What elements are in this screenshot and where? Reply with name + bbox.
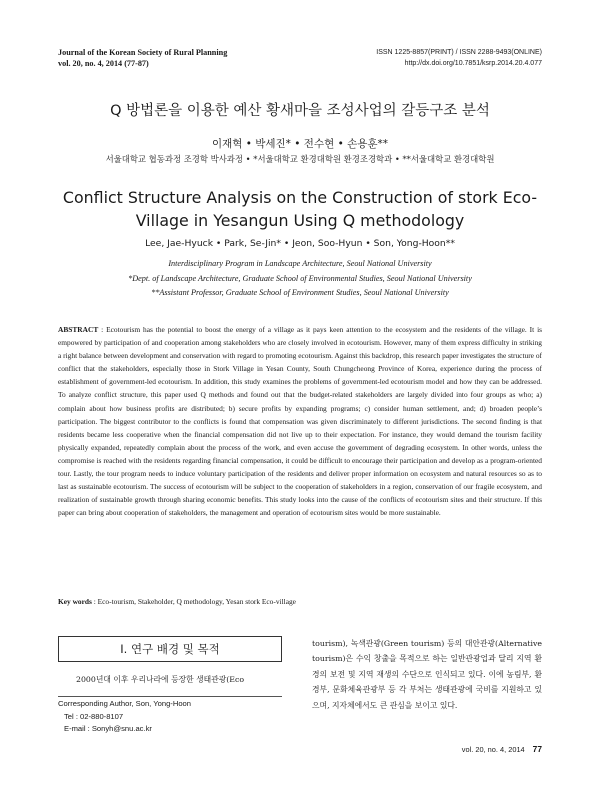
abstract-text: Ecotourism has the potential to boost the energy of a village as it pays keen attention to the ecosystem and the residents of the village. It is empowered by participation of and cooperation among stakeholders who are closely involved in ecotourism. However, many of them express difficulty in striking a right balance between development and conservation with regard to promoting ecotourism. Against this backdrop, this research paper investigates the structure of conflict that the stakeholders, especially those in Stork Village in Yesan County, South Chungcheong Province of Korea, experience during the process of establishment of government-led ecotourism. In addition, this study examines the problems of government-led ecotourism model and how they can be addressed. To analyze conflict structure, this paper used Q methods and found out that the budget-related stakeholders are largely divided into four groups as who; a) complain about how business profits are distributed; b) secure profits by expanding programs; c) consider human settlement, and; d) broaden people’s participation. The biggest contributor to the conflicts is found that compensation was given discriminately to different jurisdictions. The second finding is that residents became less cooperative when the financial compensation did not live up to their expectation. For instance, they would demand the tourism facility physically expanded, repeatedly complain about the process of the work, and even accuse the government of degrading ecosystem. In other words, unless the compromise is reached with the residents regarding financial compensation, it could be difficult to encourage their participation and develop as a program-oriented tour. Lastly, the tour program needs to induce voluntary participation of the residents and deliver proper information on ecosystem and natural resources so as to last as sustainable ecotourism. The success of ecotourism will be subject to the cooperation of stakeholders in a region, conservation of our fragile ecosystem, and realization of sustainable growth through sharing economic benefits. This study looks into the cause of the conflicts of ecotourism sites and their structure. If this paper can bring about cooperation of stakeholders, the management and operation of ecotourism sites would be more sustainable. (58, 325, 542, 518)
keywords-label: Key words (58, 597, 92, 606)
page-number: 77 (532, 744, 542, 754)
affiliation-2: *Dept. of Landscape Architecture, Graduate School of Environmental Studies, Seoul National University (128, 273, 472, 283)
footer-issue: vol. 20, no. 4, 2014 (461, 745, 525, 754)
affiliations-korean: 서울대학교 협동과정 조경학 박사과정 • *서울대학교 환경대학원 환경조경학과 • **서울대학교 환경대학원 (105, 154, 495, 164)
volume-info: vol. 20, no. 4, 2014 (77-87) (58, 59, 149, 68)
corresponding-author-name: Corresponding Author, Son, Yong-Hoon (58, 699, 191, 708)
title-english: Conflict Structure Analysis on the Construction of stork Eco-Village in Yesangun Using Q methodology (62, 188, 538, 230)
title-korean: Q 방법론을 이용한 예산 황새마을 조성사업의 갈등구조 분석 (110, 103, 490, 119)
authors-english: Lee, Jae-Hyuck • Park, Se-Jin* • Jeon, Soo-Hyun • Son, Yong-Hoon** (145, 238, 455, 249)
issn-header (376, 47, 542, 69)
keywords: Key words : Eco-tourism, Stakeholder, Q methodology, Yesan stork Eco-village (58, 597, 296, 606)
authors-korean: 이재혁 • 박세진* • 전수현 • 손용훈** (211, 138, 389, 150)
body-text-right: tourism), 녹색관광(Green tourism) 등의 대안관광(Alternative tourism)은 수익 창출을 목적으로 하는 일반관광업과 달리 지역 환경의 보전 및 지역 재생의 수단으로 인식되고 있다. 이에 농림부, 환경부, 문화체육관광부 등 각 부처는 생태관광에 국비를 지원하고 있으며, 지자체에서도 큰 관심을 보이고 있다. (312, 639, 542, 710)
abstract: ABSTRACT : Ecotourism has the potential to boost the energy of a village as it pays keen attention to the ecosystem and the residents of the village. It is empowered by participation of and cooperation among stakeholders who are closely involved in ecotourism. However, many of them express difficulty in striking a right balance between development and conservation with regard to promoting ecotourism. Against this backdrop, this research paper investigates the structure of conflict that the stakeholders, especially those in Stork Village in Yesan County, South Chungcheong Province of Korea, experience during the process of establishment of government-led ecotourism. In addition, this study examines the problems of government-led ecotourism model and how they can be addressed. To analyze conflict structure, this paper used Q methods and found out that the budget-related stakeholders are largely divided into four groups as who; a) complain about how business profits are distributed; b) secure profits by expanding programs; c) consider human settlement, and; d) broaden people’s participation. The biggest contributor to the conflicts is found that compensation was given discriminately to different jurisdictions. The second finding is that residents became less cooperative when the financial compensation did not live up to their expectation. For instance, they would demand the tourism facility physically expanded, repeatedly complain about the process of the work, and even accuse the government of degrading ecosystem. In other words, unless the compromise is reached with the residents regarding financial compensation, it could be difficult to encourage their participation and develop as a program-oriented tour. Lastly, the tour program needs to induce voluntary participation of the residents and deliver proper information on ecosystem and natural resources so as to last as sustainable ecotourism. The success of ecotourism will be subject to the cooperation of stakeholders in a region, conservation of our fragile ecosystem, and realization of sustainable growth through sharing economic benefits. This study looks into the cause of the conflicts of ecotourism sites and their structure. If this paper can bring about cooperation of stakeholders, the management and operation of ecotourism sites would be more sustainable. (58, 325, 542, 518)
affiliation-1: Interdisciplinary Program in Landscape Architecture, Seoul National University (168, 259, 432, 268)
keywords-text: Eco-tourism, Stakeholder, Q methodology, Yesan stork Eco-village (97, 597, 296, 606)
issn: ISSN 1225-8857(PRINT) / ISSN 2288-9493(ONLINE) (376, 49, 542, 56)
abstract-label: ABSTRACT (58, 325, 99, 334)
section-heading: Ⅰ. 연구 배경 및 목적 (58, 636, 282, 662)
corresponding-tel: Tel : 02-880-8107 (64, 711, 124, 721)
journal-header (58, 47, 227, 69)
body-text-left: 2000년대 이후 우리나라에 등장한 생태관광(Eco (76, 675, 245, 684)
page-footer (462, 744, 542, 754)
affiliation-3: **Assistant Professor, Graduate School of Environment Studies, Seoul National University (151, 288, 449, 297)
corresponding-author (58, 698, 191, 736)
doi-link[interactable]: http://dx.doi.org/10.7851/ksrp.2014.20.4.077 (404, 60, 542, 67)
corresponding-email[interactable]: E-mail : Sonyh@snu.ac.kr (64, 724, 152, 733)
footnote-divider (58, 696, 282, 697)
affiliations-english (0, 257, 600, 301)
journal-name: Journal of the Korean Society of Rural Planning (58, 48, 228, 57)
